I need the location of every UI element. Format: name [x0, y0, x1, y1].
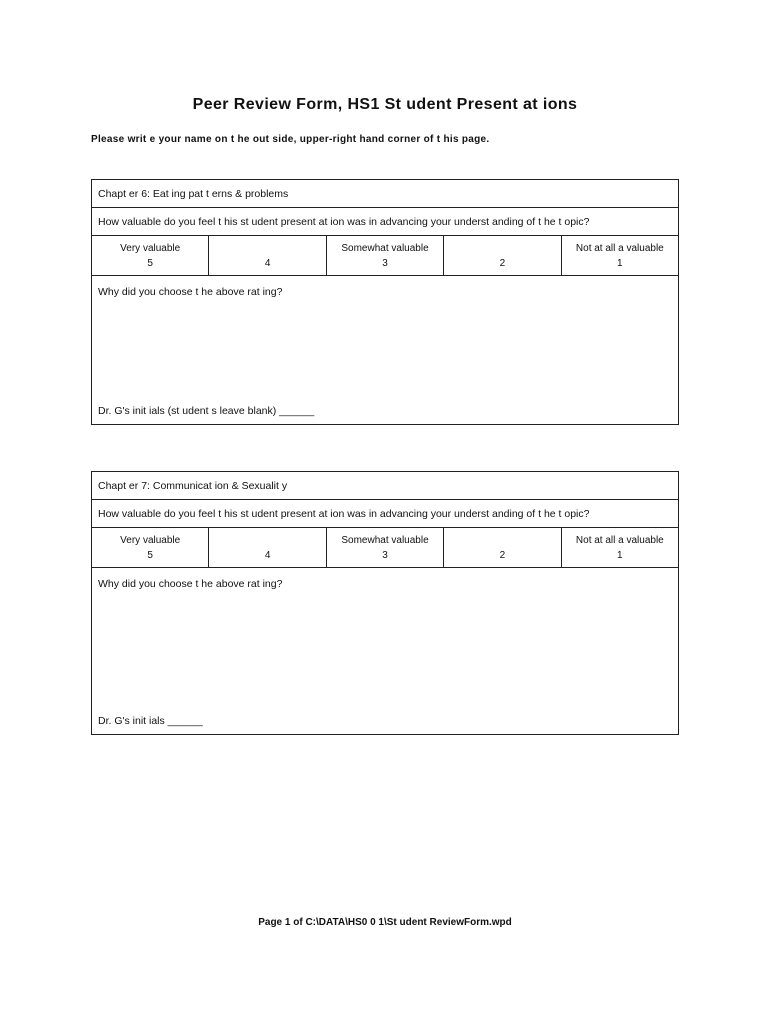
- page-title: Peer Review Form, HS1 St udent Present at ions: [192, 96, 578, 113]
- rating-option-3[interactable]: [327, 528, 444, 567]
- comment-area[interactable]: [92, 568, 678, 733]
- rating-value: 5: [147, 257, 153, 269]
- rating-option-2[interactable]: [444, 528, 561, 567]
- rating-value: 3: [382, 257, 388, 269]
- chapter-title: Chapt er 7: Communicat ion & Sexualit y: [92, 472, 678, 500]
- why-prompt: Why did you choose t he above rat ing?: [98, 286, 283, 298]
- instructor-initials: Dr. G's init ials (st udent s leave blank) ______: [98, 405, 315, 417]
- rating-value: 4: [264, 257, 271, 269]
- rating-label: [209, 241, 325, 256]
- review-section-chapter-7: [91, 471, 679, 735]
- rating-question: How valuable do you feel t his st udent present at ion was in advancing your underst anding of t he t opic?: [92, 208, 678, 236]
- rating-option-5[interactable]: [92, 236, 209, 275]
- rating-label: Not at all a valuable: [575, 242, 664, 254]
- rating-option-1[interactable]: [562, 528, 678, 567]
- rating-label: Not at all a valuable: [575, 534, 664, 546]
- rating-option-5[interactable]: [92, 528, 209, 567]
- rating-value: 2: [499, 549, 506, 561]
- review-section-chapter-6: [91, 179, 679, 425]
- why-prompt: Why did you choose t he above rat ing?: [98, 578, 283, 590]
- rating-label: Somewhat valuable: [341, 534, 429, 546]
- rating-label: [209, 533, 325, 548]
- rating-option-2[interactable]: [444, 236, 561, 275]
- rating-label: Somewhat valuable: [341, 242, 429, 254]
- rating-value: 2: [499, 257, 506, 269]
- rating-option-4[interactable]: [209, 236, 326, 275]
- rating-label: Very valuable: [120, 242, 181, 254]
- rating-option-3[interactable]: [327, 236, 444, 275]
- instructor-initials: Dr. G's init ials ______: [98, 715, 203, 727]
- rating-label: Very valuable: [120, 534, 181, 546]
- page-footer: Page 1 of C:\DATA\HS0 0 1\St udent ReviewForm.wpd: [258, 917, 512, 928]
- rating-scale: [92, 236, 678, 276]
- rating-value: 1: [617, 549, 623, 561]
- rating-label: [444, 241, 560, 256]
- rating-scale: [92, 528, 678, 568]
- rating-value: 1: [617, 257, 623, 269]
- instruction-text: Please writ e your name on t he out side, upper-right hand corner of t his page.: [91, 134, 490, 145]
- chapter-title: Chapt er 6: Eat ing pat t erns & problems: [92, 180, 678, 208]
- rating-label: [444, 533, 560, 548]
- rating-option-4[interactable]: [209, 528, 326, 567]
- rating-option-1[interactable]: [562, 236, 678, 275]
- rating-value: 4: [264, 549, 271, 561]
- rating-value: 3: [382, 549, 388, 561]
- rating-question: How valuable do you feel t his st udent present at ion was in advancing your underst anding of t he t opic?: [92, 500, 678, 528]
- rating-value: 5: [147, 549, 153, 561]
- comment-area[interactable]: [92, 276, 678, 423]
